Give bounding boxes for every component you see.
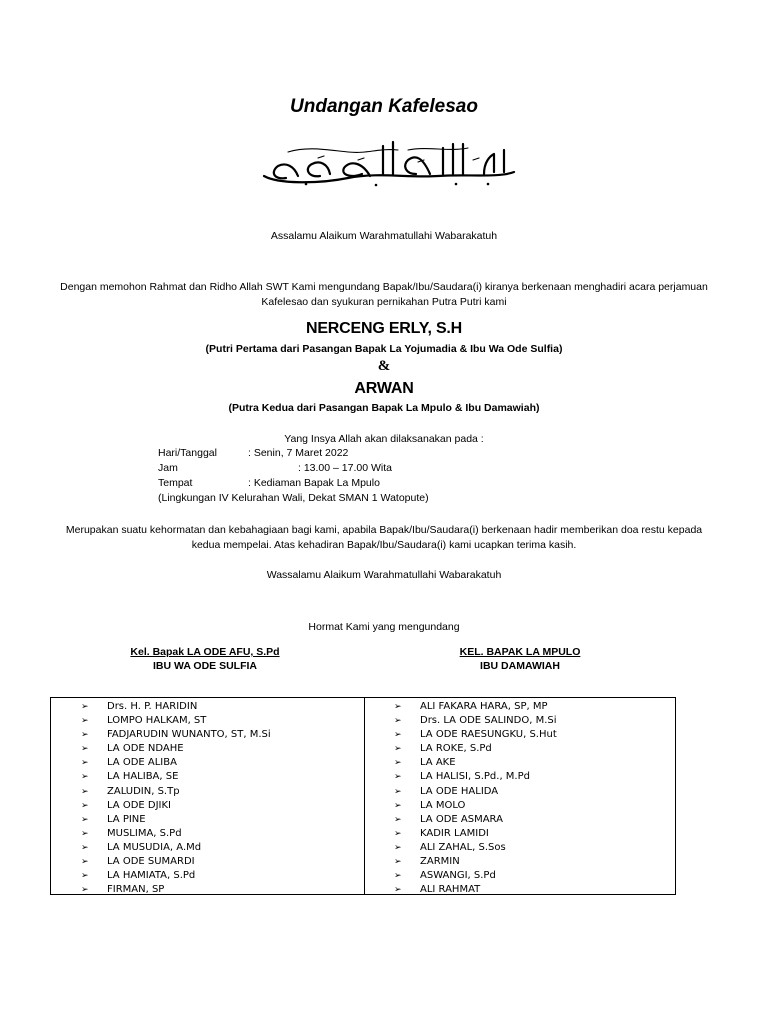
arrow-bullet-icon: ➢ [394,814,402,825]
list-item [394,869,557,883]
arrow-bullet-icon: ➢ [394,744,402,755]
arrow-bullet-icon: ➢ [394,772,402,783]
guest-name: LA MOLO [420,799,466,811]
arrow-bullet-icon: ➢ [394,828,402,839]
list-item [394,827,557,841]
arrow-bullet-icon: ➢ [394,786,402,797]
guest-name: ZARMIN [420,856,460,868]
arrow-bullet-icon: ➢ [81,730,89,741]
arrow-bullet-icon: ➢ [81,885,89,896]
arrow-bullet-icon: ➢ [81,828,89,839]
arrow-bullet-icon: ➢ [394,857,402,868]
groom-parents: (Putra Kedua dari Pasangan Bapak La Mpulo & Ibu Damawiah) [228,402,540,414]
list-item [394,883,557,897]
list-item [394,855,557,869]
list-item [81,728,271,742]
guest-list-left [81,700,271,897]
list-item [394,813,557,827]
bride-name: NERCENG ERLY, S.H [305,320,463,337]
family-right [410,645,630,673]
arrow-bullet-icon: ➢ [394,730,402,741]
guest-name: LA AKE [420,757,456,769]
page-title: Undangan Kafelesao [290,96,478,117]
list-item [394,700,557,714]
guest-name: LA ODE HALIDA [420,785,499,797]
arrow-bullet-icon: ➢ [81,744,89,755]
guest-name: LA MUSUDIA, A.Md [107,841,202,853]
list-item [81,714,271,728]
list-item [81,813,271,827]
guest-name: LOMPO HALKAM, ST [107,715,207,727]
guest-name: FIRMAN, SP [107,884,165,896]
list-item [394,785,557,799]
closing-line-1: Merupakan suatu kehormatan dan kebahagiaan bagi kami, apabila Bapak/Ibu/Saudara(i) berkenaan hadir memberikan doa restu kepada [65,524,703,536]
guest-list-right [394,700,557,897]
list-item [81,770,271,784]
regards: Hormat Kami yang mengundang [308,621,460,633]
groom-name: ARWAN [354,380,414,397]
arrow-bullet-icon: ➢ [394,716,402,727]
arrow-bullet-icon: ➢ [81,800,89,811]
greeting: Assalamu Alaikum Warahmatullahi Wabarakatuh [270,230,498,242]
guest-name: ALI RAHMAT [420,884,481,896]
guest-name: LA ODE NDAHE [107,743,184,755]
list-item [394,841,557,855]
place-detail: (Lingkungan IV Kelurahan Wali, Dekat SMAN 1 Watopute) [158,492,429,504]
arrow-bullet-icon: ➢ [81,702,89,712]
guest-name: ASWANGI, S.Pd [420,870,496,882]
list-item [81,799,271,813]
day-value: : Senin, 7 Maret 2022 [248,447,349,459]
list-item [394,742,557,756]
guest-name: LA ODE DJIKI [107,799,171,811]
arrow-bullet-icon: ➢ [394,800,402,811]
arrow-bullet-icon: ➢ [81,814,89,825]
list-item [81,869,271,883]
arrow-bullet-icon: ➢ [394,885,402,896]
list-item [81,827,271,841]
ampersand: & [377,358,391,374]
list-item [394,756,557,770]
family-right-spouse: IBU DAMAWIAH [480,660,560,672]
list-item [81,883,271,897]
guest-name: LA HALISI, S.Pd., M.Pd [420,771,530,783]
arrow-bullet-icon: ➢ [81,786,89,797]
table-divider [364,698,365,894]
guest-name: LA PINE [107,813,146,825]
arrow-bullet-icon: ➢ [394,758,402,769]
list-item [81,841,271,855]
list-item [394,728,557,742]
day-label: Hari/Tanggal [158,447,217,459]
guest-name: LA ODE ALIBA [107,757,177,769]
guest-name: LA HALIBA, SE [107,771,179,783]
guest-name: LA ROKE, S.Pd [420,743,492,755]
farewell: Wassalamu Alaikum Warahmatullahi Wabarakatuh [266,569,502,581]
guest-table [50,697,676,895]
bride-parents: (Putri Pertama dari Pasangan Bapak La Yojumadia & Ibu Wa Ode Sulfia) [205,343,563,355]
arrow-bullet-icon: ➢ [81,758,89,769]
guest-name: Drs. LA ODE SALINDO, M.Si [420,715,557,727]
list-item [81,855,271,869]
guest-name: FADJARUDIN WUNANTO, ST, M.Si [107,729,271,741]
closing-line-2: kedua mempelai. Atas kehadiran Bapak/Ibu/Saudara(i) kami ucapkan terima kasih. [191,539,577,551]
arrow-bullet-icon: ➢ [394,702,402,712]
list-item [394,770,557,784]
time-value: : 13.00 – 17.00 Wita [298,462,392,474]
family-left [100,645,310,673]
list-item [81,756,271,770]
guest-name: ALI ZAHAL, S.Sos [420,841,506,853]
list-item [81,700,271,714]
list-item [394,799,557,813]
guest-name: ZALUDIN, S.Tp [107,785,180,797]
guest-name: KADIR LAMIDI [420,827,489,839]
place-value: : Kediaman Bapak La Mpulo [248,477,380,489]
list-item [394,714,557,728]
family-right-head: KEL. BAPAK LA MPULO [459,646,581,658]
arrow-bullet-icon: ➢ [81,857,89,868]
family-left-spouse: IBU WA ODE SULFIA [152,660,258,672]
guest-name: ALI FAKARA HARA, SP, MP [420,701,548,712]
guest-name: MUSLIMA, S.Pd [107,827,182,839]
intro-line-1: Dengan memohon Rahmat dan Ridho Allah SWT Kami mengundang Bapak/Ibu/Saudara(i) kiranya berkenaan menghadiri acara perjamuan [60,281,708,293]
list-item [81,742,271,756]
time-label: Jam [158,462,178,474]
bismillah-calligraphy-icon [258,138,520,190]
arrow-bullet-icon: ➢ [81,716,89,727]
guest-name: Drs. H. P. HARIDIN [107,701,198,712]
arrow-bullet-icon: ➢ [394,871,402,882]
arrow-bullet-icon: ➢ [81,772,89,783]
guest-name: LA ODE RAESUNGKU, S.Hut [420,729,557,741]
family-left-head: Kel. Bapak LA ODE AFU, S.Pd [130,646,280,658]
guest-name: LA HAMIATA, S.Pd [107,870,196,882]
schedule-intro: Yang Insya Allah akan dilaksanakan pada : [284,433,484,445]
list-item [81,785,271,799]
arrow-bullet-icon: ➢ [81,871,89,882]
intro-line-2: Kafelesao dan syukuran pernikahan Putra Putri kami [261,296,507,308]
arrow-bullet-icon: ➢ [394,842,402,853]
arrow-bullet-icon: ➢ [81,842,89,853]
guest-name: LA ODE SUMARDI [107,856,195,868]
place-label: Tempat [158,477,193,489]
guest-name: LA ODE ASMARA [420,813,503,825]
